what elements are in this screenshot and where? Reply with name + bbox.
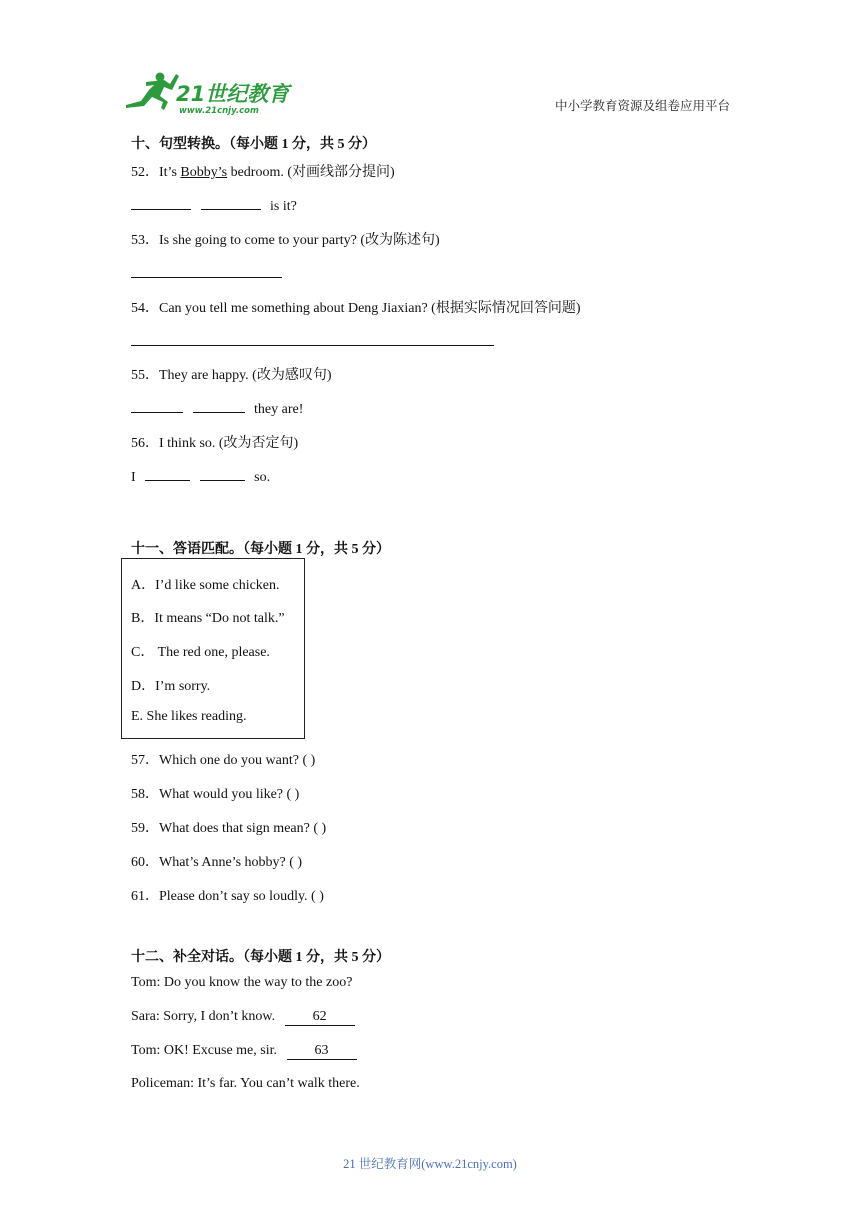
- answer-56: I so.: [131, 466, 270, 486]
- answer-blank[interactable]: [131, 398, 183, 413]
- answer-55: they are!: [131, 398, 303, 418]
- question-61: 61．Please don’t say so loudly. ( ): [131, 889, 324, 904]
- answer-blank[interactable]: [193, 398, 245, 413]
- answer-blank[interactable]: [131, 195, 191, 210]
- dialogue-line-tom-2: Tom: OK! Excuse me, sir. 63: [131, 1043, 357, 1060]
- logo-text: 21世纪教育: [176, 82, 290, 106]
- question-52: 52．It’s Bobby’s bedroom. (对画线部分提问): [131, 165, 395, 180]
- option-e: E. She likes reading.: [131, 709, 247, 724]
- answer-blank[interactable]: [201, 195, 261, 210]
- option-a: A．I’d like some chicken.: [131, 578, 280, 593]
- question-60: 60．What’s Anne’s hobby? ( ): [131, 855, 303, 870]
- dialogue-line-sara: Sara: Sorry, I don’t know. 62: [131, 1009, 355, 1026]
- answer-54-line[interactable]: [131, 331, 494, 351]
- answer-blank[interactable]: [145, 466, 190, 481]
- question-58: 58．What would you like? ( ): [131, 787, 300, 802]
- question-54: 54．Can you tell me something about Deng Jiaxian? (根据实际情况回答问题): [131, 301, 581, 316]
- option-b: B．It means “Do not talk.”: [131, 611, 285, 626]
- answer-blank[interactable]: [200, 466, 245, 481]
- blank-63[interactable]: 63: [287, 1043, 357, 1060]
- header-platform-text: 中小学教育资源及组卷应用平台: [554, 98, 730, 113]
- question-55: 55．They are happy. (改为感叹句): [131, 368, 332, 383]
- section-11-title: 十一、答语匹配。（每小题 1 分，共 5 分）: [131, 542, 390, 557]
- footer-text: 21 世纪教育网(www.21cnjy.com): [343, 1157, 517, 1171]
- logo-url: www.21cnjy.com: [179, 106, 259, 116]
- question-57: 57．Which one do you want? ( ): [131, 753, 316, 768]
- option-c: C． The red one, please.: [131, 645, 270, 660]
- dialogue-line-policeman: Policeman: It’s far. You can’t walk there.: [131, 1076, 360, 1091]
- section-10-title: 十、句型转换。（每小题 1 分，共 5 分）: [131, 137, 376, 152]
- answer-53-line[interactable]: [131, 263, 282, 283]
- blank-62[interactable]: 62: [285, 1009, 355, 1026]
- logo: [124, 70, 294, 116]
- question-59: 59．What does that sign mean? ( ): [131, 821, 327, 836]
- question-56: 56．I think so. (改为否定句): [131, 436, 299, 451]
- answer-52: is it?: [131, 195, 297, 215]
- section-12-title: 十二、补全对话。（每小题 1 分，共 5 分）: [131, 950, 390, 965]
- dialogue-line-tom-1: Tom: Do you know the way to the zoo?: [131, 975, 353, 990]
- question-53: 53．Is she going to come to your party? (改为陈述句): [131, 233, 440, 248]
- option-d: D．I’m sorry.: [131, 679, 211, 694]
- question-number: 52．: [131, 165, 159, 180]
- underlined-word: Bobby’s: [180, 165, 228, 180]
